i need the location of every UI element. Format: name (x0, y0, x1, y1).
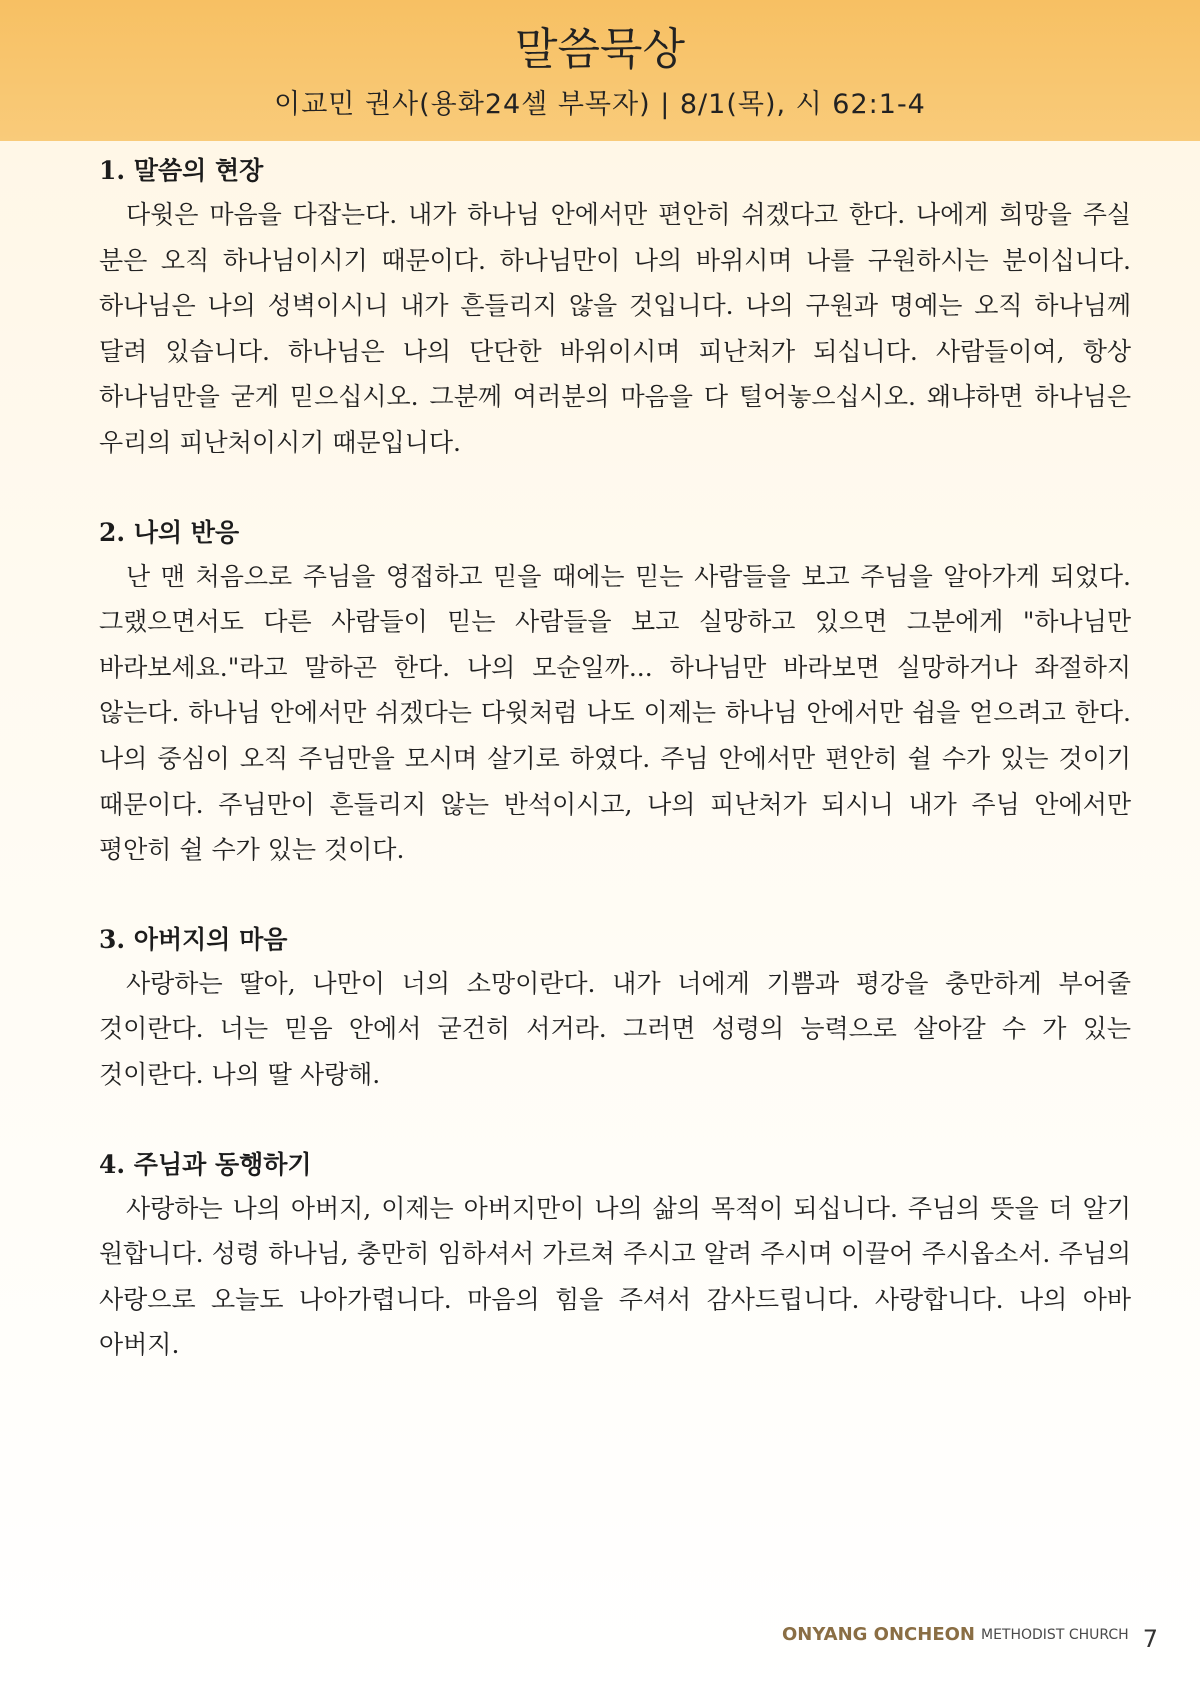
section-my-response (99, 514, 1131, 873)
document-body (99, 152, 1131, 1416)
section-paragraph: 난 맨 처음으로 주님을 영접하고 믿을 때에는 믿는 사람들을 보고 주님을 알아가게 되었다. 그랬으면서도 다른 사람들이 믿는 사람들을 보고 실망하고 있으면 그분에게 "하나님만 바라보세요."라고 말하곤 한다. 나의 모순일까... 하나님만 바라보면 실망하거나 좌절하지 않는다. 하나님 안에서만 쉬겠다는 다윗처럼 나도 이제는 하나님 안에서만 쉼을 얻으려고 한다. 나의 중심이 오직 주님만을 모시며 살기로 하였다. 주님 안에서만 편안히 쉴 수가 있는 것이기 때문이다. 주님만이 흔들리지 않는 반석이시고, 나의 피난처가 되시니 내가 주님 안에서만 평안히 쉴 수가 있는 것이다. (99, 561, 1131, 865)
section-heading: 3. 아버지의 마음 (99, 924, 288, 954)
church-type: METHODIST CHURCH (981, 1627, 1129, 1643)
page-footer (782, 1613, 1158, 1653)
church-name: ONYANG ONCHEON (781, 1624, 975, 1645)
page-number: 7 (1142, 1625, 1158, 1653)
section-heading: 2. 나의 반응 (99, 517, 240, 547)
section-heading: 4. 주님과 동행하기 (99, 1149, 312, 1179)
section-fathers-heart (99, 921, 1131, 1098)
section-walking-with-lord (99, 1146, 1131, 1368)
page-header (0, 0, 1200, 141)
section-paragraph: 사랑하는 나의 아버지, 이제는 아버지만이 나의 삶의 목적이 되십니다. 주님의 뜻을 더 알기 원합니다. 성령 하나님, 충만히 임하셔서 가르쳐 주시고 알려 주시며 이끌어 주시옵소서. 주님의 사랑으로 오늘도 나아가렵니다. 마음의 힘을 주셔서 감사드립니다. 사랑합니다. 나의 아바 아버지. (99, 1193, 1131, 1360)
section-scripture-scene (99, 152, 1131, 466)
section-paragraph: 다윗은 마음을 다잡는다. 내가 하나님 안에서만 편안히 쉬겠다고 한다. 나에게 희망을 주실 분은 오직 하나님이시기 때문이다. 하나님만이 나의 바위시며 나를 구원하시는 분이십니다. 하나님은 나의 성벽이시니 내가 흔들리지 않을 것입니다. 나의 구원과 명예는 오직 하나님께 달려 있습니다. 하나님은 나의 단단한 바위이시며 피난처가 되십니다. 사람들이여, 항상 하나님만을 굳게 믿으십시오. 그분께 여러분의 마음을 다 털어놓으십시오. 왜냐하면 하나님은 우리의 피난처이시기 때문입니다. (99, 200, 1131, 457)
section-paragraph: 사랑하는 딸아, 나만이 너의 소망이란다. 내가 너에게 기쁨과 평강을 충만하게 부어줄 것이란다. 너는 믿음 안에서 굳건히 서거라. 그러면 성령의 능력으로 살아갈 수 가 있는 것이란다. 나의 딸 사랑해. (99, 968, 1131, 1089)
section-heading: 1. 말씀의 현장 (99, 156, 264, 185)
page-subtitle: 이교민 권사(용화24셀 부목자) | 8/1(목), 시 62:1-4 (274, 89, 926, 120)
page-title: 말씀묵상 (514, 24, 685, 75)
